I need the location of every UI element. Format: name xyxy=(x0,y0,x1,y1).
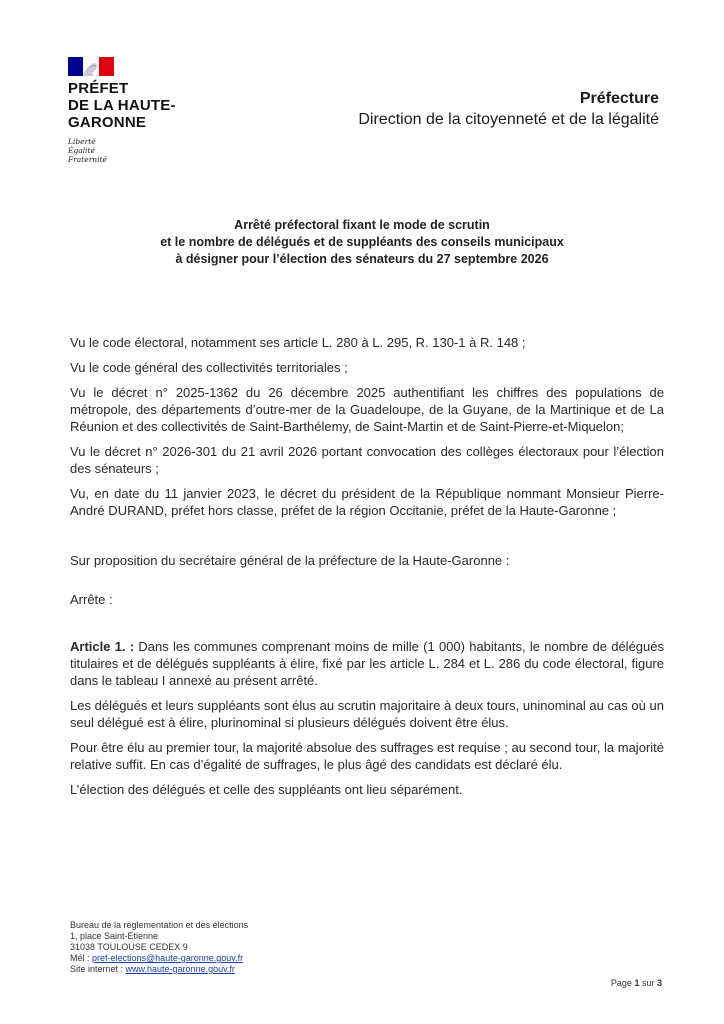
vu-paragraph-5: Vu, en date du 11 janvier 2023, le décret du président de la République nommant Monsieur Pierre-André DURAND, préfet hors classe, préfet de la région Occitanie, préfet de la Haute-Garonne ; xyxy=(70,486,664,518)
prefet-brand xyxy=(68,80,176,131)
footer-bureau: Bureau de la réglementation et des élections xyxy=(70,920,249,930)
footer-site-label: Site internet : xyxy=(70,964,126,974)
article-1-text: Dans les communes comprenant moins de mille (1 000) habitants, le nombre de délégués titulaires et de délégués suppléants à élire, fixé par les article L. 284 et L. 286 du code électoral, figure dans le tableau I annexé au présent arrêté. xyxy=(70,639,664,688)
direction-label: Direction de la citoyenneté et de la légalité xyxy=(358,111,659,128)
title-line-1: Arrêté préfectoral fixant le mode de scrutin xyxy=(234,218,490,232)
marianne-flag-logo xyxy=(68,57,114,76)
footer-mail-link[interactable]: pref-elections@haute-garonne.gouv.fr xyxy=(92,953,244,963)
page-indicator xyxy=(611,978,662,988)
motto-fraternite: Fraternité xyxy=(68,155,107,164)
motto-liberte: Liberté xyxy=(68,137,96,146)
footer-mail-label: Mél : xyxy=(70,953,93,963)
vu-paragraph-1: Vu le code électoral, notamment ses article L. 280 à L. 295, R. 130-1 à R. 148 ; xyxy=(70,335,526,350)
article-1-label: Article 1. : xyxy=(70,639,135,654)
vu-paragraph-4: Vu le décret n° 2026-301 du 21 avril 2026 portant convocation des collèges électoraux pour l’élection des sénateurs ; xyxy=(70,444,664,476)
proposition-paragraph: Sur proposition du secrétaire général de la préfecture de la Haute-Garonne : xyxy=(70,553,510,568)
footer-mail-line xyxy=(70,953,248,964)
title-line-3: à désigner pour l’élection des sénateurs du 27 septembre 2026 xyxy=(175,252,549,266)
prefecture-label: Préfecture xyxy=(579,90,659,107)
issuing-department xyxy=(358,88,659,130)
page-middle: sur xyxy=(639,978,657,988)
vu-paragraph-2: Vu le code général des collectivités territoriales ; xyxy=(70,360,348,375)
article-1-paragraph-4: L’élection des délégués et celle des suppléants ont lieu séparément. xyxy=(70,782,463,797)
brand-line-3: GARONNE xyxy=(68,114,147,131)
brand-line-1: PRÉFET xyxy=(68,80,129,97)
document-body xyxy=(70,334,664,806)
footer-address: 1, place Saint-Etienne xyxy=(70,931,159,941)
article-1-paragraph xyxy=(70,638,664,689)
page-prefix: Page xyxy=(610,978,635,988)
motto-egalite: Égalité xyxy=(68,146,95,155)
footer-site-link[interactable]: www.haute-garonne.gouv.fr xyxy=(125,964,235,974)
page-total: 3 xyxy=(656,978,662,988)
republic-motto xyxy=(68,137,107,164)
vu-paragraph-3: Vu le décret n° 2025-1362 du 26 décembre 2025 authentifiant les chiffres des populations de métropole, des départements d’outre-mer de la Guadeloupe, de la Guyane, de la Martinique et de La Réunion et des collectivités de Saint-Barthélemy, de Saint-Martin et de Saint-Pierre-et-Miquelon; xyxy=(70,385,664,434)
article-1-paragraph-2: Les délégués et leurs suppléants sont élus au scrutin majoritaire à deux tours, uninominal au cas où un seul délégué est à élire, plurinominal si plusieurs délégués doivent être élus. xyxy=(70,698,664,730)
article-1-paragraph-3: Pour être élu au premier tour, la majorité absolue des suffrages est requise ; au second tour, la majorité relative suffit. En cas d’égalité de suffrages, le plus âgé des candidats est déclaré élu. xyxy=(70,740,664,772)
title-line-2: et le nombre de délégués et de suppléants des conseils municipaux xyxy=(160,235,564,249)
footer-site-line xyxy=(70,964,248,975)
footer-postcode: 31038 TOULOUSE CEDEX 9 xyxy=(70,942,188,952)
arrete-heading: Arrête : xyxy=(70,592,113,607)
page-current: 1 xyxy=(634,978,640,988)
brand-line-2: DE LA HAUTE- xyxy=(68,97,176,114)
document-title xyxy=(60,217,664,268)
contact-footer xyxy=(70,920,248,975)
